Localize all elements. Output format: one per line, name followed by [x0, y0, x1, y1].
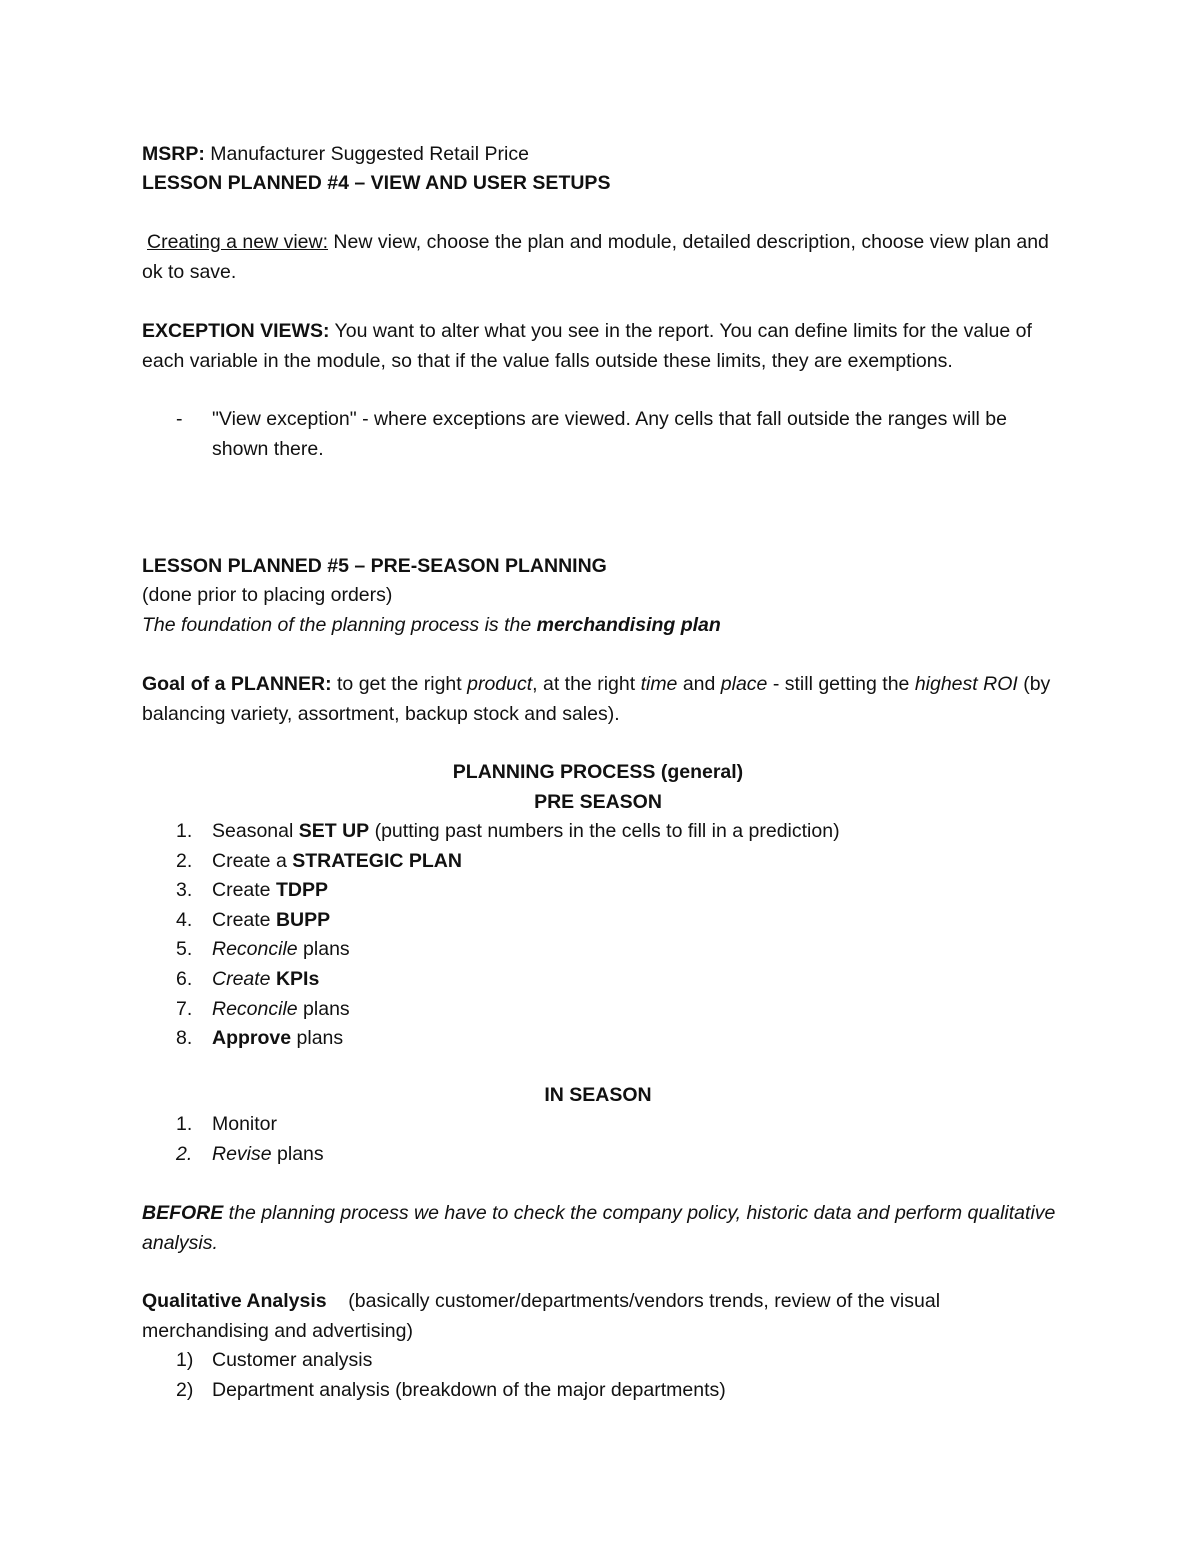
list-number: 2.: [176, 1142, 193, 1165]
in-season-list: [142, 1110, 1062, 1169]
list-number: 1.: [176, 820, 193, 842]
list-number: 3.: [176, 879, 193, 902]
exception-views-text: You want to alter what you see in the report. You can define limits for the value of each variable in the module, so that if the value falls outside these limits, they are exemptions.: [142, 320, 1032, 372]
item-text: Monitor: [212, 1113, 278, 1135]
before-paragraph: [142, 1199, 1062, 1258]
before-bold: BEFORE: [142, 1202, 224, 1224]
item-bold: KPIs: [275, 967, 320, 990]
item-bold: STRATEGIC PLAN: [292, 849, 462, 872]
goal-text-4: - still getting the: [767, 673, 915, 695]
exception-views-paragraph: [142, 317, 1062, 376]
list-number: 8.: [176, 1027, 193, 1050]
pre-season-list: [142, 817, 1062, 1054]
list-item: [142, 995, 1062, 1025]
item-text: Create a: [212, 849, 293, 872]
goal-italic-time: time: [640, 673, 678, 695]
foundation-bold: merchandising plan: [536, 614, 721, 636]
goal-italic-roi: highest ROI: [914, 673, 1018, 695]
item-text: Create: [212, 908, 276, 931]
foundation-text: The foundation of the planning process is the: [142, 614, 537, 636]
goal-italic-place: place: [720, 673, 768, 695]
item-bold: SET UP: [298, 820, 370, 842]
goal-italic-product: product: [467, 673, 533, 695]
pre-season-title: PRE SEASON: [534, 791, 662, 813]
goal-label: Goal of a PLANNER:: [142, 673, 332, 695]
new-view-label: Creating a new view:: [147, 231, 329, 253]
item-italic: Revise: [212, 1142, 272, 1165]
planning-process-title: PLANNING PROCESS (general): [452, 761, 744, 783]
qualitative-paragraph: [142, 1287, 1062, 1346]
list-item: [142, 1110, 1062, 1140]
lesson5-heading: LESSON PLANNED #5 – PRE-SEASON PLANNING: [142, 555, 607, 577]
list-number: 1): [176, 1349, 194, 1371]
list-number: 6.: [176, 967, 193, 990]
list-number: 4.: [176, 908, 193, 931]
item-text-after: plans: [297, 938, 350, 961]
exception-bullet: [142, 405, 1062, 464]
dash-bullet: -: [176, 408, 183, 430]
list-item: [142, 906, 1062, 936]
item-text-after: plans: [271, 1142, 324, 1165]
list-item: [142, 817, 1062, 847]
qualitative-list: [142, 1346, 1062, 1405]
goal-text-1: to get the right: [331, 673, 468, 695]
list-item: [142, 935, 1062, 965]
list-item: [142, 1346, 1062, 1376]
list-number: 7.: [176, 997, 193, 1020]
list-item: [142, 1024, 1062, 1054]
goal-text-3: and: [677, 673, 721, 695]
item-text-after: plans: [297, 997, 350, 1020]
list-item: [142, 876, 1062, 906]
in-season-title: IN SEASON: [544, 1084, 652, 1106]
list-number: 2): [176, 1378, 194, 1401]
exception-bullet-text: "View exception" - where exceptions are viewed. Any cells that fall outside the ranges will be shown there.: [212, 408, 1007, 460]
item-italic: Reconcile: [212, 997, 298, 1020]
lesson5-subtitle: (done prior to placing orders): [142, 584, 393, 606]
item-bold: Approve: [212, 1027, 292, 1050]
list-item: [142, 847, 1062, 877]
list-item: [142, 1140, 1062, 1170]
goal-text-2: , at the right: [532, 673, 641, 695]
lesson4-heading: LESSON PLANNED #4 – VIEW AND USER SETUPS: [142, 172, 611, 194]
item-italic: Reconcile: [212, 938, 298, 961]
new-view-paragraph: [142, 228, 1062, 287]
msrp-term: MSRP:: [142, 143, 205, 165]
exception-views-label: EXCEPTION VIEWS:: [142, 320, 330, 342]
list-number: 5.: [176, 938, 193, 961]
item-bold: TDPP: [275, 879, 328, 902]
before-text: the planning process we have to check the company policy, historic data and perform qualitative analysis.: [142, 1202, 1056, 1254]
goal-text-5: (by balancing variety, assortment, backup stock and sales).: [142, 673, 1051, 725]
qualitative-label: Qualitative Analysis: [142, 1290, 327, 1312]
item-text-after: (putting past numbers in the cells to fill in a prediction): [369, 820, 840, 842]
list-item: [142, 965, 1062, 995]
item-text: Seasonal: [212, 820, 299, 842]
new-view-text: New view, choose the plan and module, detailed description, choose view plan and ok to save.: [142, 231, 1049, 283]
goal-paragraph: [142, 670, 1062, 729]
item-text: Customer analysis: [212, 1349, 373, 1371]
item-bold: BUPP: [275, 908, 331, 931]
item-text-after: plans: [291, 1027, 344, 1050]
item-text: Department analysis (breakdown of the major departments): [212, 1378, 726, 1401]
item-italic: Create: [212, 967, 276, 990]
foundation-line: [142, 611, 1062, 641]
qualitative-text: (basically customer/departments/vendors trends, review of the visual merchandising and advertising): [142, 1290, 946, 1342]
msrp-definition: [142, 140, 1062, 170]
msrp-text: Manufacturer Suggested Retail Price: [204, 143, 529, 165]
list-item: [142, 1376, 1062, 1406]
item-text: Create: [212, 879, 276, 902]
list-number: 1.: [176, 1113, 193, 1135]
list-number: 2.: [176, 849, 193, 872]
